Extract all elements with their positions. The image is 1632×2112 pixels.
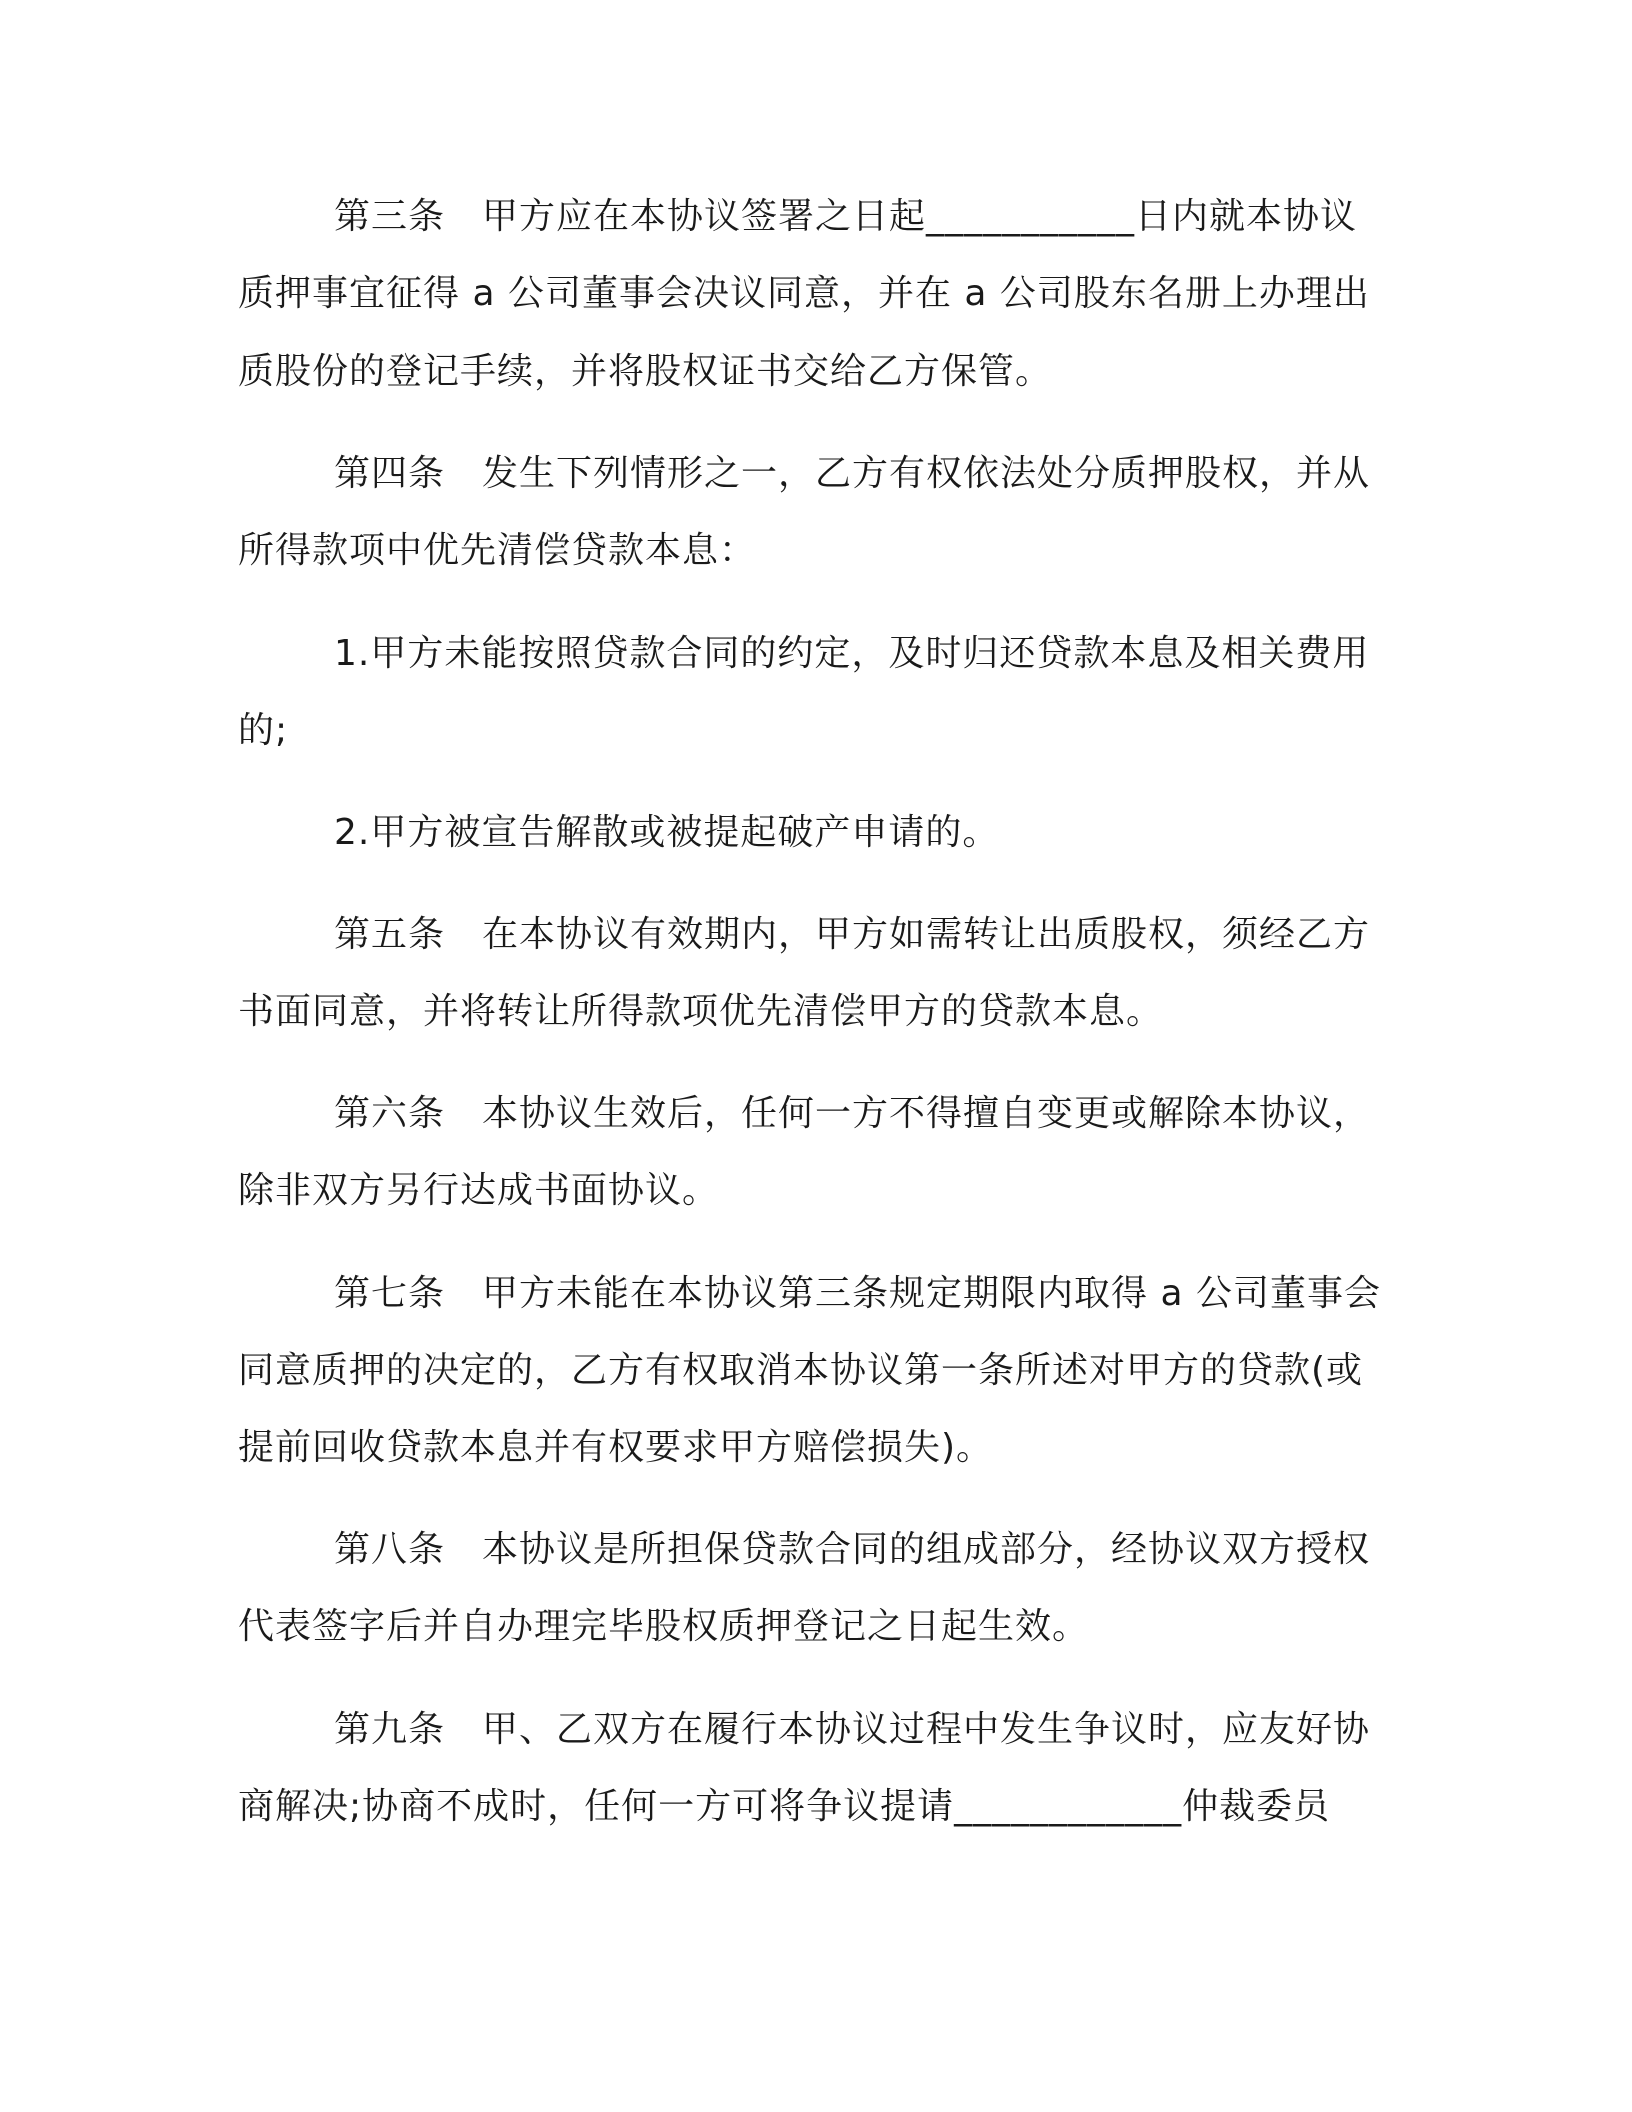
article-6-line-2: 除非双方另行达成书面协议。	[238, 1170, 720, 1211]
item-1-line-2: 的;	[238, 710, 289, 751]
article-5-line-2: 书面同意，并将转让所得款项优先清偿甲方的贷款本息。	[238, 991, 1164, 1032]
article-4-line-2: 所得款项中优先清偿贷款本息：	[238, 530, 757, 571]
article-5-line-1: 第五条 在本协议有效期内，甲方如需转让出质股权，须经乙方	[334, 914, 1371, 955]
article-9-line-1: 第九条 甲、乙双方在履行本协议过程中发生争议时，应友好协	[334, 1709, 1371, 1750]
article-6-line-1: 第六条 本协议生效后，任何一方不得擅自变更或解除本协议，	[334, 1093, 1371, 1134]
article-7-line-2: 同意质押的决定的，乙方有权取消本协议第一条所述对甲方的贷款(或	[238, 1350, 1364, 1391]
article-8-line-1: 第八条 本协议是所担保贷款合同的组成部分，经协议双方授权	[334, 1529, 1371, 1570]
article-3-line-2: 质押事宜征得 a 公司董事会决议同意，并在 a 公司股东名册上办理出	[238, 273, 1370, 314]
article-8-line-2: 代表签字后并自办理完毕股权质押登记之日起生效。	[238, 1606, 1090, 1647]
article-4-line-1: 第四条 发生下列情形之一，乙方有权依法处分质押股权，并从	[334, 453, 1371, 494]
article-3-line-1: 第三条 甲方应在本协议签署之日起___________日内就本协议	[334, 196, 1358, 237]
article-7-line-1: 第七条 甲方未能在本协议第三条规定期限内取得 a 公司董事会	[334, 1273, 1381, 1314]
article-9-line-2: 商解决;协商不成时，任何一方可将争议提请____________仲裁委员	[238, 1786, 1331, 1827]
item-1-line-1: 1.甲方未能按照贷款合同的约定，及时归还贷款本息及相关费用	[334, 633, 1370, 674]
article-7-line-3: 提前回收贷款本息并有权要求甲方赔偿损失)。	[238, 1427, 994, 1468]
item-2-line-1: 2.甲方被宣告解散或被提起破产申请的。	[334, 812, 1000, 853]
article-3-line-3: 质股份的登记手续，并将股权证书交给乙方保管。	[238, 351, 1053, 392]
